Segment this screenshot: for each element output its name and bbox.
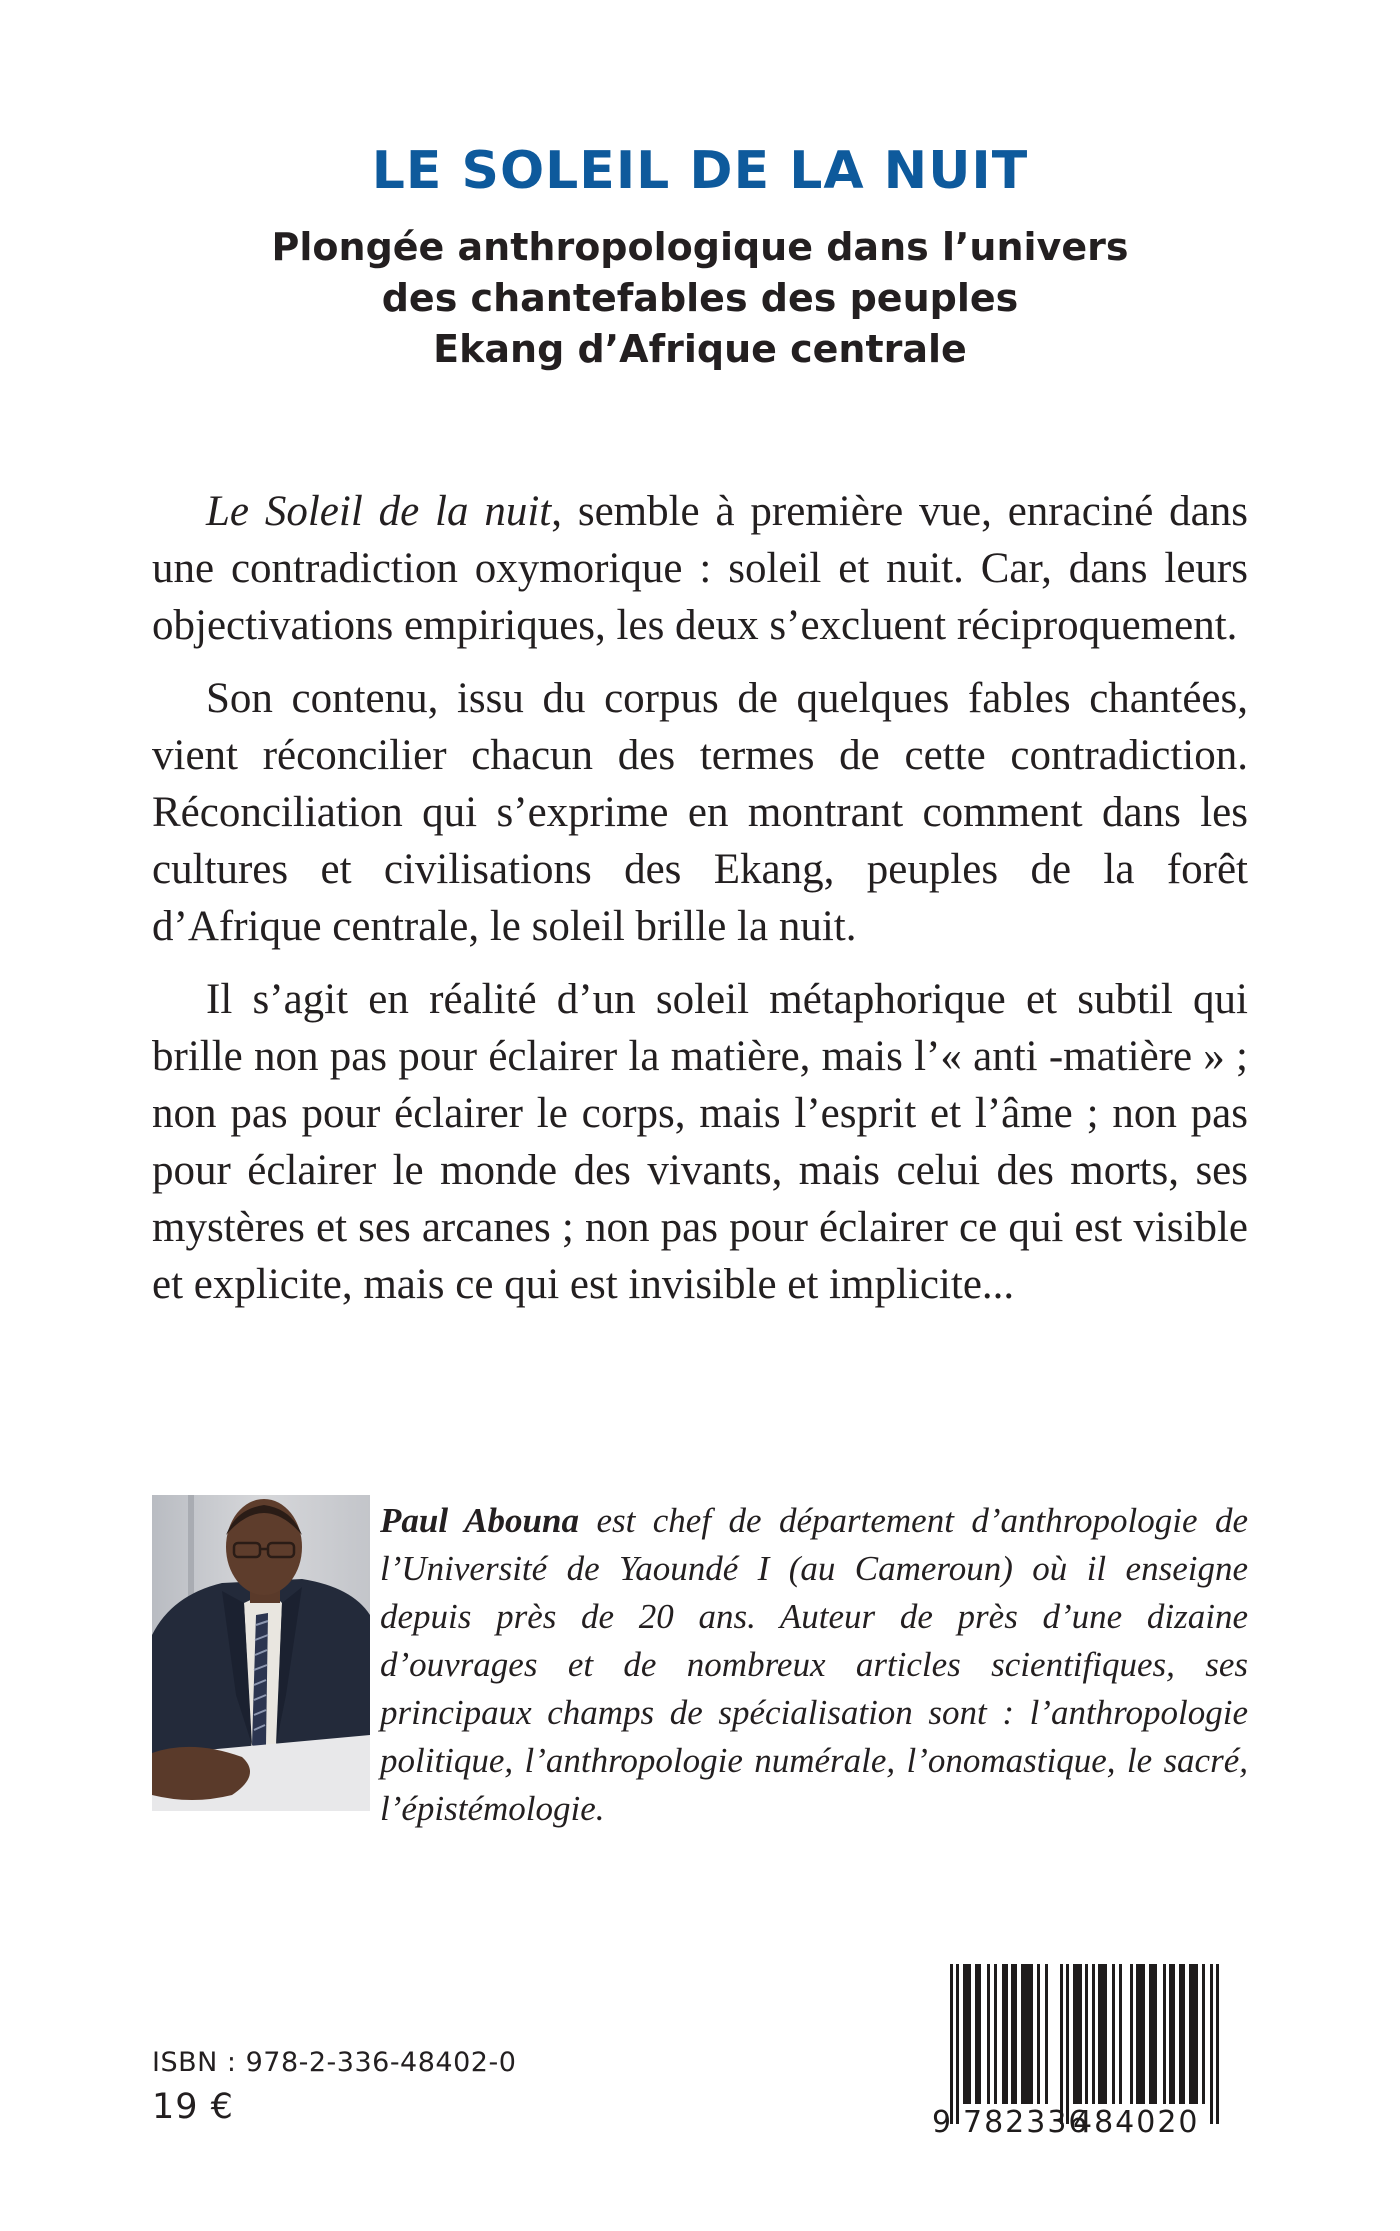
subtitle-line: des chantefables des peuples [381,276,1019,320]
price: 19 € [152,2087,234,2127]
blurb-paragraph: Le Soleil de la nuit, semble à première vue, enraciné dans une contradiction oxymorique : soleil et nuit. Car, dans leurs objectivations empiriques, les deux s’excluent réciproquement. [152,488,1248,649]
blurb-paragraph: Son contenu, issu du corpus de quelques fables chantées, vient réconcilier chacun des termes de cette contradiction. Réconciliation qui s’exprime en montrant comment dans les cultures et civilisations des Ekang, peuples de la forêt d’Afrique centrale, le soleil brille la nuit. [152,675,1248,950]
barcode-lead-digit: 9 [932,2105,952,2140]
book-title-italic: Le Soleil de la nuit [206,488,552,535]
barcode-left-digits: 782336 [963,2105,1090,2140]
blurb [152,483,1248,1329]
book-subtitle [0,222,1400,375]
book-title: LE SOLEIL DE LA NUIT [371,141,1029,201]
barcode [930,1960,1255,2140]
author-bio: Paul Abouna est chef de département d’anthropologie de l’Université de Yaoundé I (au Cameroun) où il enseigne depuis près de 20 ans. Auteur de près d’une dizaine d’ouvrages et de nombreux articles scientifiques, ses principaux champs de spécialisation sont : l’anthropologie politique, l’anthropologie numérale, l’onomastique, le sacré, l’épistémologie. [380,1501,1249,1828]
barcode-right-digits: 484020 [1073,2105,1200,2140]
author-photo [152,1495,370,1811]
author-portrait-icon [152,1495,370,1811]
author-name: Paul Abouna [380,1501,579,1540]
subtitle-line: Ekang d’Afrique centrale [433,327,967,371]
subtitle-line: Plongée anthropologique dans l’univers [271,225,1129,269]
isbn: ISBN : 978-2-336-48402-0 [152,2047,517,2078]
barcode-icon [930,1960,1255,2140]
blurb-paragraph: Il s’agit en réalité d’un soleil métaphorique et subtil qui brille non pas pour éclairer la matière, mais l’« anti -matière » ; non pas pour éclairer le corps, mais l’esprit et l’âme ; non pas pour éclairer le monde des vivants, mais celui des morts, ses mystères et ses arcanes ; non pas pour éclairer ce qui est visible et explicite, mais ce qui est invisible et implicite... [152,976,1248,1308]
